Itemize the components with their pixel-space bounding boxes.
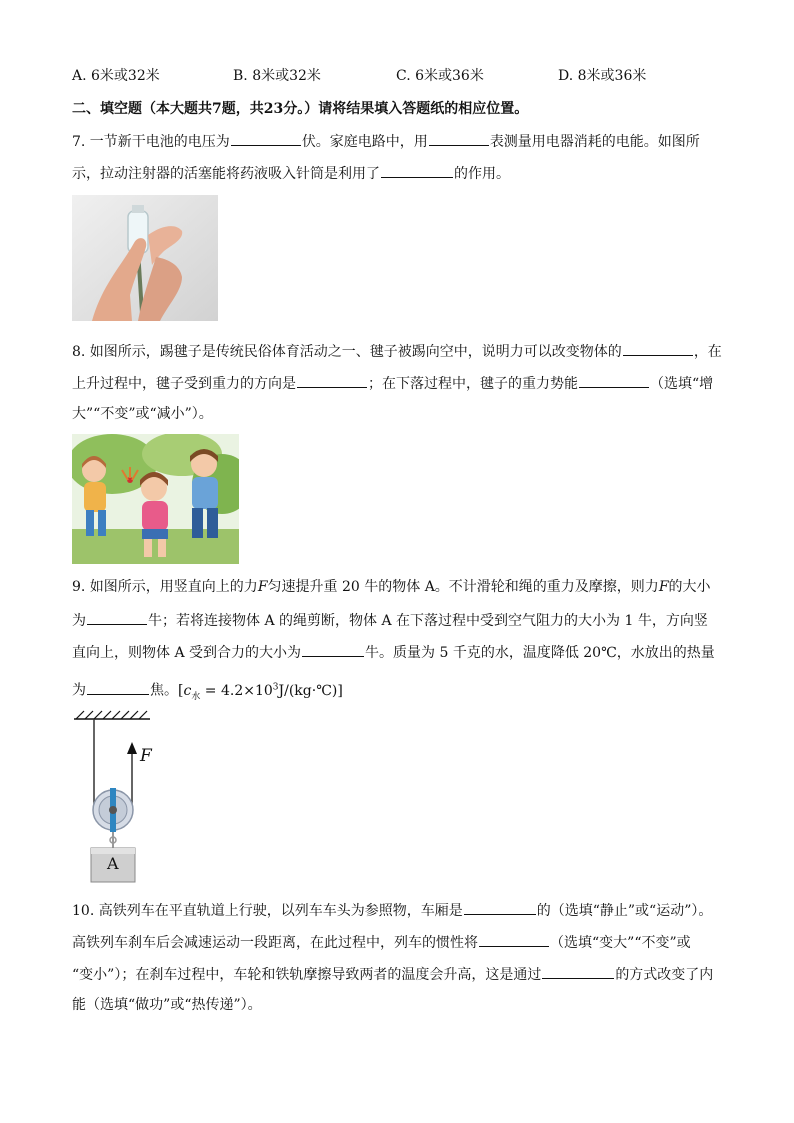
- q8-blank-2: [297, 372, 367, 388]
- q9-text: 匀速提升重 20 牛的物体 A。不计滑轮和绳的重力及摩擦，则力: [267, 579, 659, 595]
- q9-line-1: [72, 577, 711, 597]
- shuttlecock-figure: [72, 434, 239, 564]
- q9-line-3: [72, 641, 715, 663]
- q9-blank-3: [87, 679, 149, 695]
- q7-text: 表测量用电器消耗的电能。如图所: [489, 134, 700, 150]
- q10-text: 高铁列车刹车后会减速运动一段距离，在此过程中，列车的惯性将: [72, 935, 478, 951]
- q10-text: 10. 高铁列车在平直轨道上行驶，以列车车头为参照物，车厢是: [72, 903, 463, 919]
- q10-blank-1: [464, 899, 536, 915]
- section-heading: 二、填空题（本大题共7题，共23分。）请将结果填入答题纸的相应位置。: [72, 101, 529, 117]
- q9-text: 的大小: [668, 579, 711, 595]
- q8-text: 上升过程中，毽子受到重力的方向是: [72, 376, 296, 392]
- q10-blank-2: [479, 931, 549, 947]
- q10-line-1: [72, 899, 712, 921]
- q7-line-2: [72, 162, 510, 184]
- q8-text: 8. 如图所示，踢毽子是传统民俗体育活动之一、毽子被踢向空中，说明力可以改变物体的: [72, 344, 622, 360]
- q9-text: 直向上，则物体 A 受到合力的大小为: [72, 645, 302, 661]
- force-label: F: [140, 746, 152, 766]
- q9-force-symbol: F: [257, 579, 268, 595]
- q9-text: 牛；若将连接物体 A 的绳剪断，物体 A 在下落过程中受到空气阻力的大小为 1 牛，方向竖: [148, 613, 708, 629]
- q8-blank-3: [579, 372, 649, 388]
- q7-blank-2: [429, 130, 489, 146]
- q9-blank-2: [302, 641, 364, 657]
- q9-blank-1: [87, 609, 147, 625]
- option-b: B. 8米或32米: [233, 68, 321, 84]
- q8-text: （选填“增: [650, 376, 714, 392]
- option-d: D. 8米或36米: [558, 68, 647, 84]
- q10-line-2: [72, 931, 691, 953]
- q9-text: 9. 如图所示，用竖直向上的力: [72, 579, 258, 595]
- option-c: C. 6米或36米: [396, 68, 484, 84]
- q9-text: 焦。[: [150, 682, 184, 699]
- option-a: A. 6米或32米: [72, 68, 160, 84]
- q7-blank-1: [231, 130, 301, 146]
- q10-text: 能（选填“做功”或“热传递”）。: [72, 997, 262, 1013]
- q9-text: 为: [72, 613, 86, 629]
- q7-text: 7. 一节新干电池的电压为: [72, 134, 230, 150]
- q7-text: 示，拉动注射器的活塞能将药液吸入针筒是利用了: [72, 166, 380, 182]
- q10-text: （选填“变大”“不变”或: [550, 935, 691, 951]
- q9-line-4: [72, 677, 343, 706]
- q9-line-2: [72, 609, 708, 631]
- q10-text: 的方式改变了内: [615, 967, 714, 983]
- q8-text: ，在: [693, 344, 722, 360]
- q10-line-4: [72, 995, 262, 1015]
- q7-text: 伏。家庭电路中，用: [301, 134, 428, 150]
- q8-line-3: [72, 404, 213, 424]
- q8-blank-1: [623, 340, 693, 356]
- q8-line-2: [72, 372, 713, 394]
- q9-text: 为: [72, 682, 86, 699]
- q9-force-symbol: F: [658, 579, 669, 595]
- q10-blank-3: [542, 963, 614, 979]
- q8-line-1: [72, 340, 722, 362]
- q7-blank-3: [381, 162, 453, 178]
- syringe-figure: [72, 195, 218, 321]
- q7-line-1: [72, 130, 700, 152]
- q10-line-3: [72, 963, 713, 985]
- q10-text: 的（选填“静止”或“运动”）。: [536, 903, 713, 919]
- q7-text: 的作用。: [454, 166, 510, 182]
- q9-text: 牛。质量为 5 千克的水，温度降低 20℃，水放出的热量: [365, 645, 715, 661]
- q8-text: 大”“不变”或“减小”）。: [72, 406, 213, 422]
- block-label: A: [107, 854, 119, 873]
- q10-text: “变小”）；在刹车过程中，车轮和铁轨摩擦导致两者的温度会升高，这是通过: [72, 967, 542, 983]
- specific-heat-formula: $c_水$ = $4.2\times 10^3J/(kg\cdot℃)$]: [183, 682, 343, 702]
- q8-text: ；在下落过程中，毽子的重力势能: [368, 376, 578, 392]
